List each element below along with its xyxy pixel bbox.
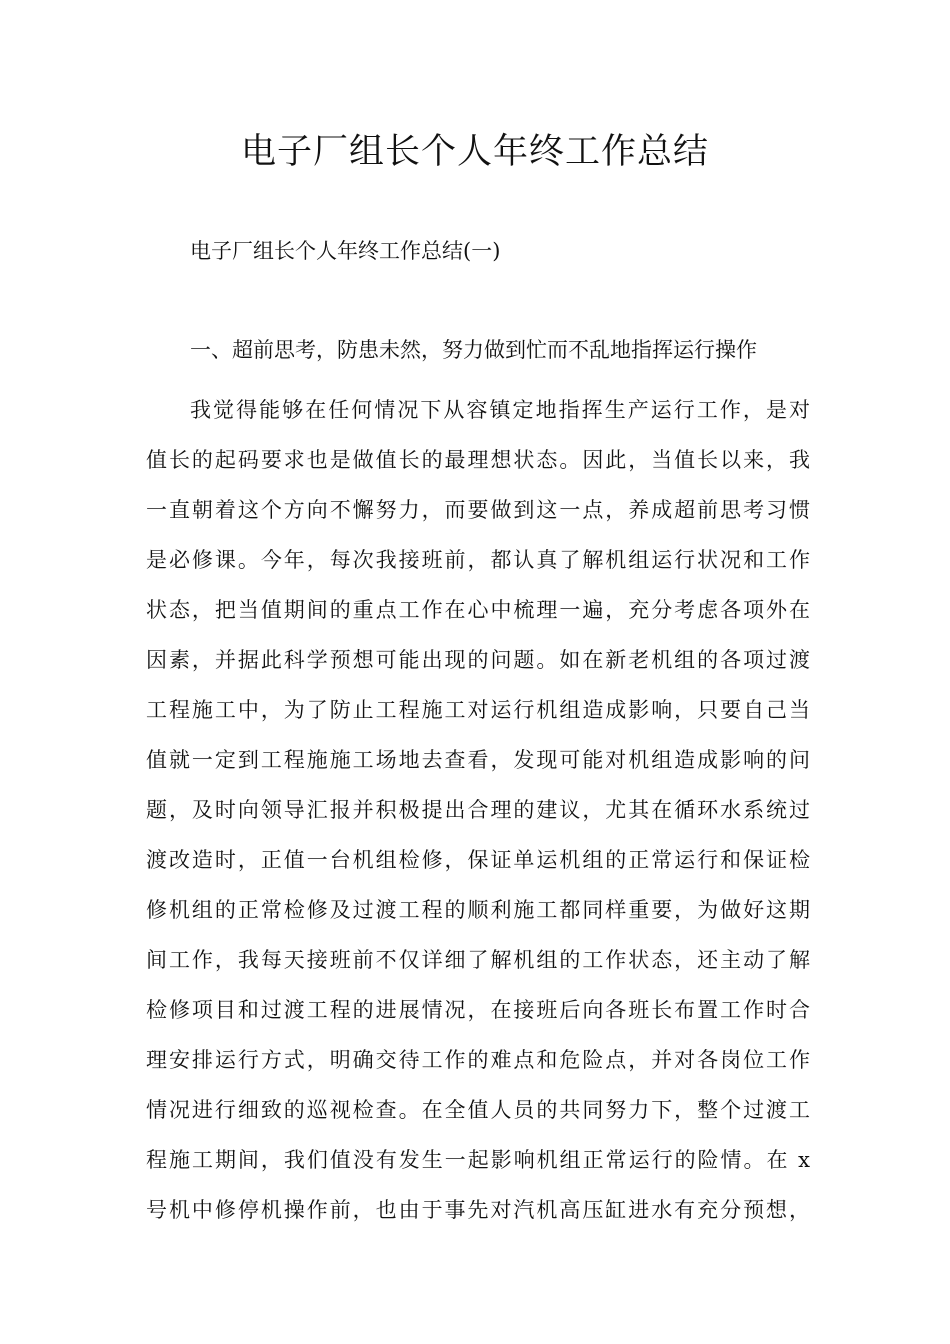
- body-line: 一直朝着这个方向不懈努力，而要做到这一点，养成超前思考习惯: [146, 498, 810, 522]
- body-line: 渡改造时，正值一台机组检修，保证单运机组的正常运行和保证检: [146, 848, 810, 872]
- document-title: 电子厂组长个人年终工作总结: [240, 132, 709, 172]
- body-line: 值就一定到工程施施工场地去查看，发现可能对机组造成影响的问: [146, 748, 810, 772]
- body-line: 工程施工中，为了防止工程施工对运行机组造成影响，只要自己当: [146, 698, 810, 722]
- body-line: 情况进行细致的巡视检查。在全值人员的共同努力下，整个过渡工: [146, 1098, 810, 1122]
- body-paragraph: [146, 385, 810, 1235]
- body-line: 题，及时向领导汇报并积极提出合理的建议，尤其在循环水系统过: [146, 798, 810, 822]
- body-line: 号机中修停机操作前，也由于事先对汽机高压缸进水有充分预想，: [146, 1198, 810, 1222]
- body-line: 程施工期间，我们值没有发生一起影响机组正常运行的险情。在 x: [146, 1148, 810, 1172]
- body-line: 是必修课。今年，每次我接班前，都认真了解机组运行状况和工作: [146, 548, 810, 572]
- body-line: 间工作，我每天接班前不仅详细了解机组的工作状态，还主动了解: [146, 948, 810, 972]
- body-line: 状态，把当值期间的重点工作在心中梳理一遍，充分考虑各项外在: [146, 598, 810, 622]
- body-line: 修机组的正常检修及过渡工程的顺利施工都同样重要，为做好这期: [146, 898, 810, 922]
- section-heading: 一、超前思考，防患未然，努力做到忙而不乱地指挥运行操作: [190, 338, 757, 362]
- body-line: 我觉得能够在任何情况下从容镇定地指挥生产运行工作，是对: [190, 398, 810, 422]
- body-line: 理安排运行方式，明确交待工作的难点和危险点，并对各岗位工作: [146, 1048, 810, 1072]
- body-line: 因素，并据此科学预想可能出现的问题。如在新老机组的各项过渡: [146, 648, 810, 672]
- body-line: 值长的起码要求也是做值长的最理想状态。因此，当值长以来，我: [146, 448, 810, 472]
- body-line: 检修项目和过渡工程的进展情况，在接班后向各班长布置工作时合: [146, 998, 810, 1022]
- document-subtitle: 电子厂组长个人年终工作总结(一): [190, 239, 501, 263]
